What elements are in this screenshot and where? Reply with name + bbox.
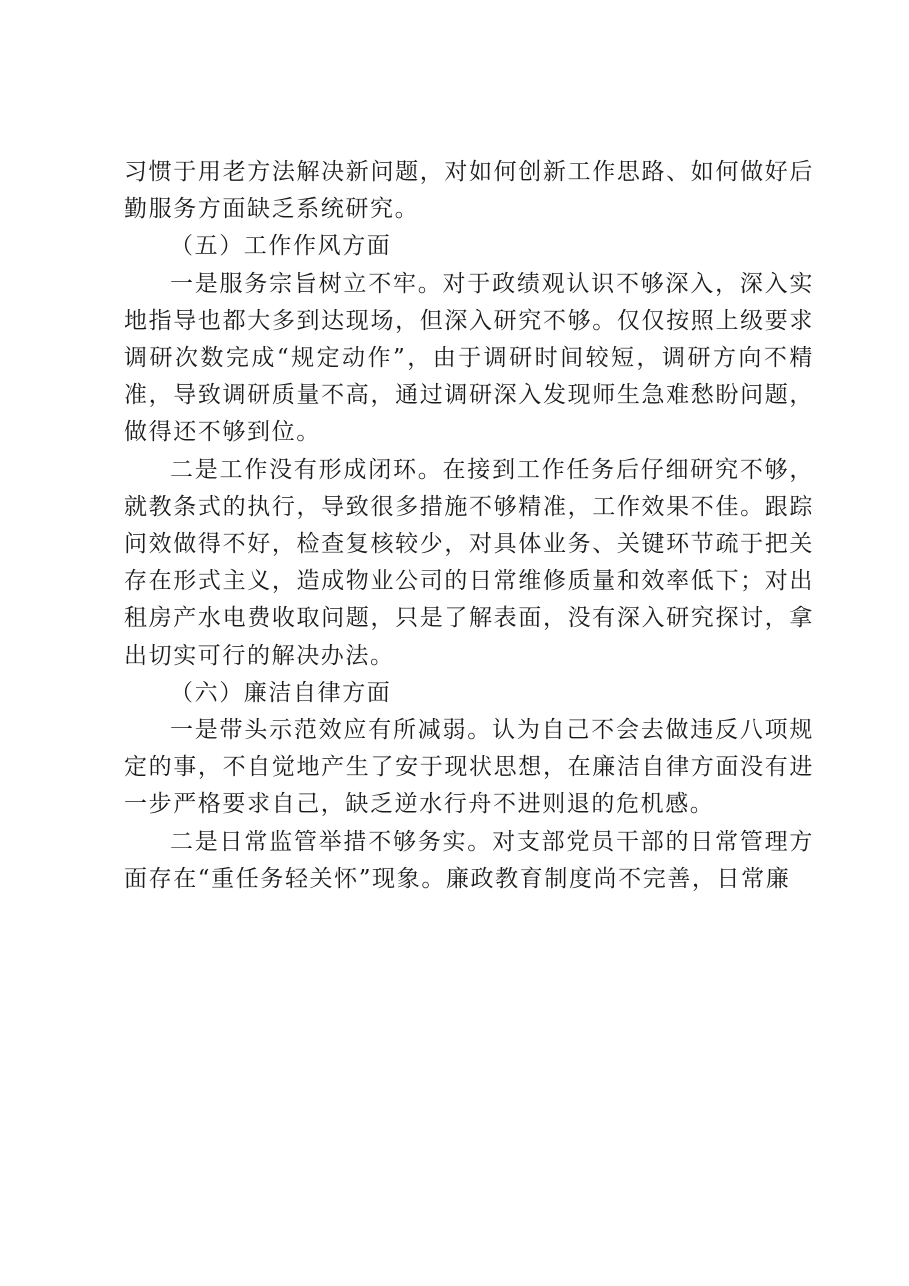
section-heading-5: （五）工作作风方面 (170, 233, 392, 260)
paragraph-work-loop: 二是工作没有形成闭环。在接到工作任务后仔细研究不够，就教条式的执行，导致很多措施不够精准，工作效果不佳。跟踪问效做得不好，检查复核较少，对具体业务、关键环节疏于把关存在形式主义，造成物业公司的日常维修质量和效率低下；对出租房产水电费收取问题，只是了解表面，没有深入研究探讨，拿出切实可行的解决办法。 (124, 456, 814, 669)
section-heading-6: （六）廉洁自律方面 (170, 679, 392, 706)
paragraph-daily-supervision: 二是日常监管举措不够务实。对支部党员干部的日常管理方面存在“重任务轻关怀”现象。廉政教育制度尚不完善，日常廉 (124, 828, 814, 892)
paragraph-leading-example: 一是带头示范效应有所减弱。认为自己不会去做违反八项规定的事，不自觉地产生了安于现状思想，在廉洁自律方面没有进一步严格要求自己，缺乏逆水行舟不进则退的危机感。 (124, 717, 814, 818)
paragraph-continuation: 习惯于用老方法解决新问题，对如何创新工作思路、如何做好后勤服务方面缺乏系统研究。 (124, 159, 814, 223)
document-body (124, 154, 814, 898)
paragraph-service-purpose: 一是服务宗旨树立不牢。对于政绩观认识不够深入，深入实地指导也都大多到达现场，但深入研究不够。仅仅按照上级要求调研次数完成“规定动作”，由于调研时间较短，调研方向不精准，导致调研质量不高，通过调研深入发现师生急难愁盼问题，做得还不够到位。 (124, 270, 814, 446)
